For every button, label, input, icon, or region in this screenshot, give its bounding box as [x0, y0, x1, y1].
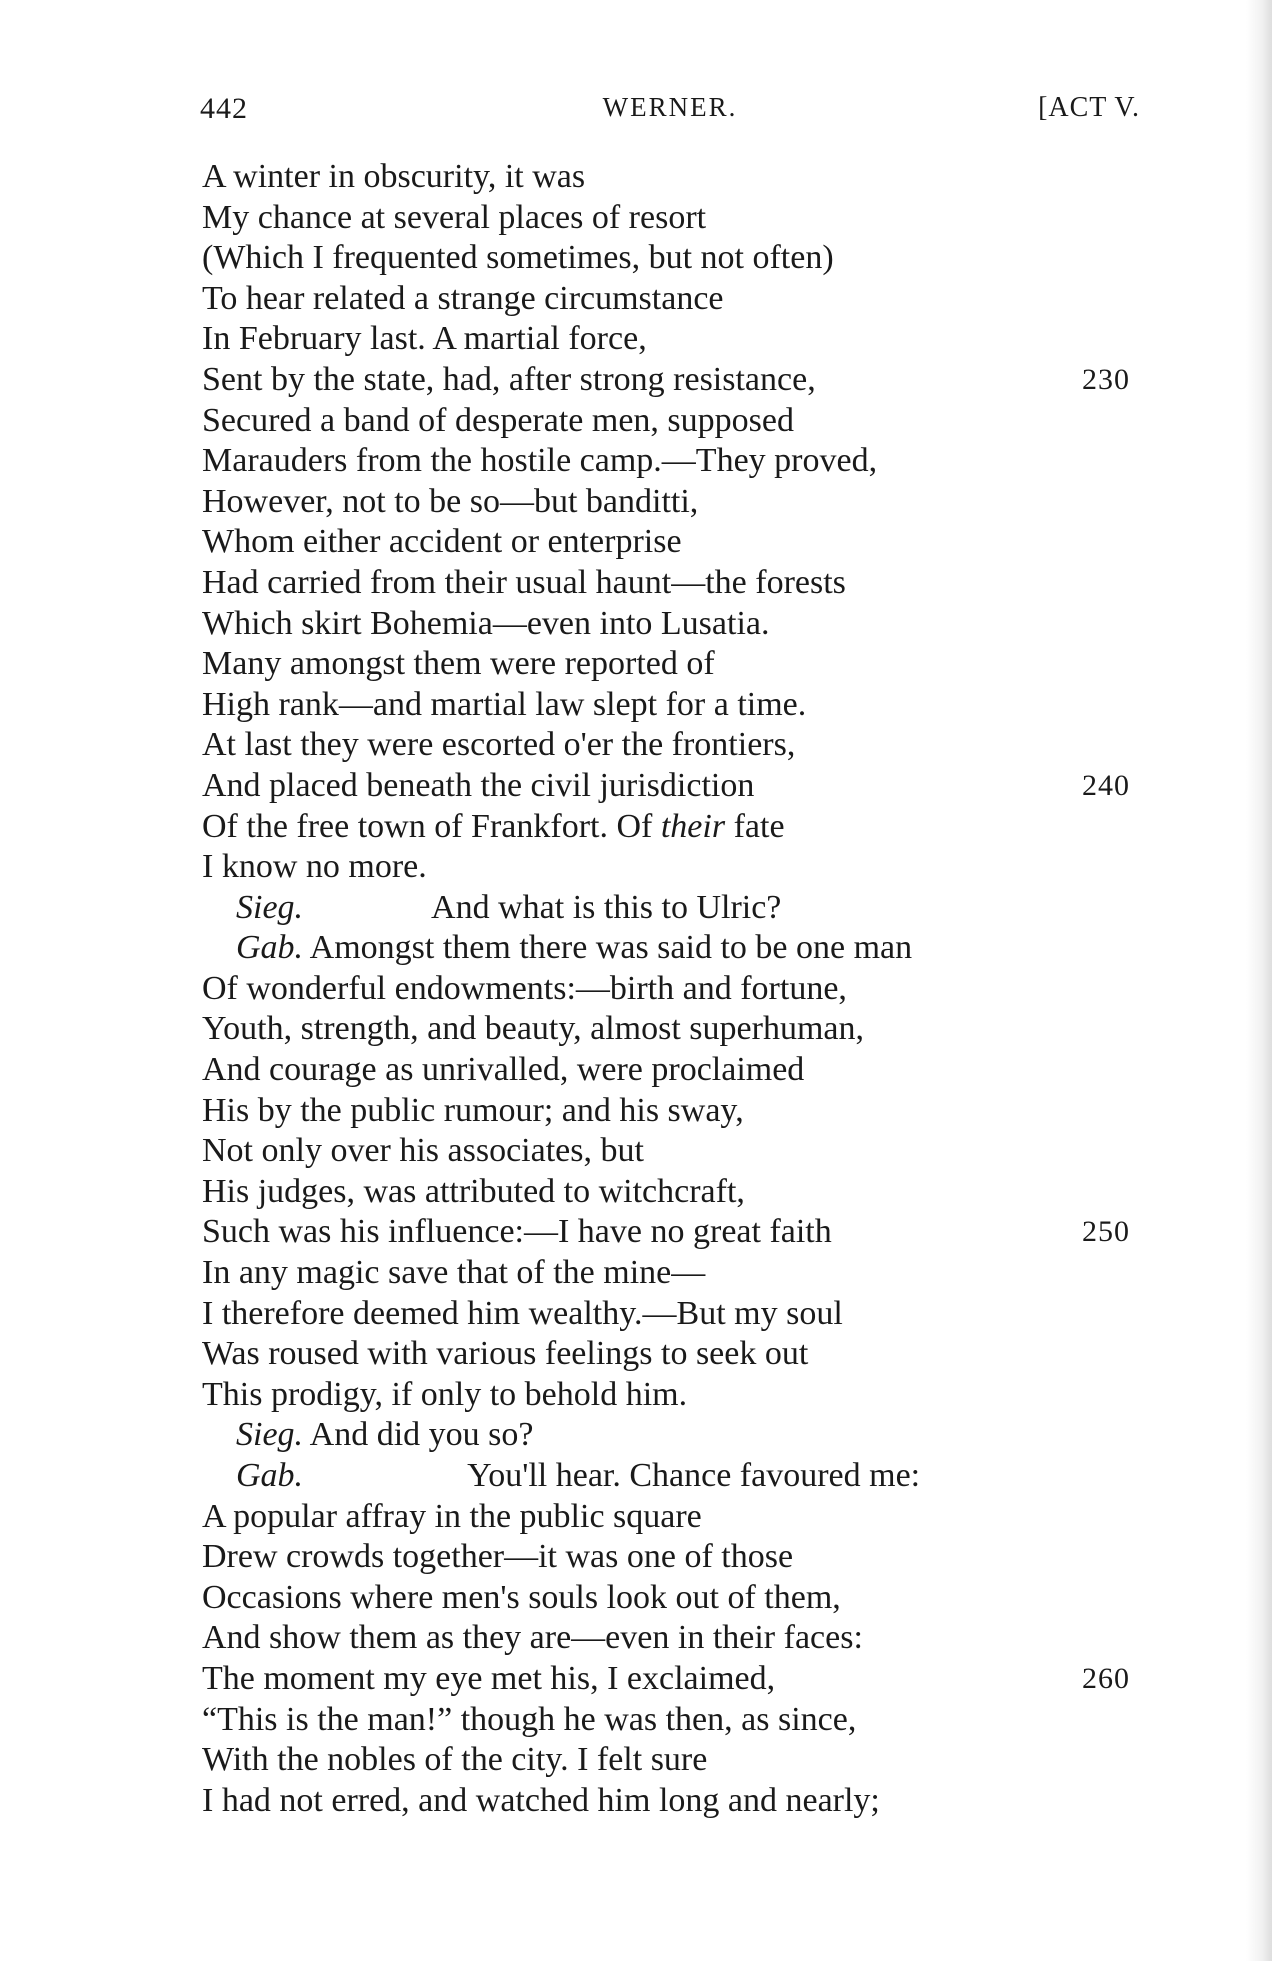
- verse-line: [202, 1781, 1162, 1822]
- verse-line-text: Of wonderful endowments:—birth and fortune,: [202, 969, 847, 1007]
- verse-line-text: Amongst them there was said to be one man: [303, 929, 913, 967]
- verse-line: [202, 1131, 1162, 1172]
- verse-line-text: Marauders from the hostile camp.—They proved,: [202, 442, 878, 480]
- emphasized-word: their: [660, 807, 726, 845]
- line-number: 230: [1082, 362, 1130, 396]
- verse-line: [202, 847, 1162, 888]
- verse-line: [202, 928, 1162, 969]
- speaker-name: Sieg.: [236, 888, 304, 926]
- verse-line-text: Such was his influence:—I have no great faith: [202, 1213, 832, 1251]
- verse-line: [202, 1050, 1162, 1091]
- verse-line: [202, 1740, 1162, 1781]
- verse-line-text: His judges, was attributed to witchcraft,: [202, 1172, 745, 1210]
- verse-line: [202, 157, 1162, 198]
- verse-line-text: You'll hear. Chance favoured me:: [467, 1457, 921, 1494]
- verse-line: [202, 888, 1162, 929]
- verse-line-text: fate: [725, 807, 785, 845]
- verse-line-text: I therefore deemed him wealthy.—But my soul: [202, 1294, 843, 1332]
- verse-line: [202, 969, 1162, 1010]
- verse-line-text: In any magic save that of the mine—: [202, 1254, 706, 1292]
- verse-line: [202, 1172, 1162, 1213]
- verse-line: [202, 1537, 1162, 1578]
- verse-line: [202, 1009, 1162, 1050]
- page-number: 442: [200, 92, 248, 125]
- verse-line: [202, 198, 1162, 239]
- verse-line: [202, 1456, 1162, 1497]
- verse-line: [202, 441, 1162, 482]
- verse-line-text: With the nobles of the city. I felt sure: [202, 1741, 708, 1779]
- verse-line-text: A popular affray in the public square: [202, 1497, 702, 1535]
- verse-line-text: And courage as unrivalled, were proclaimed: [202, 1051, 805, 1089]
- verse-line: [202, 807, 1162, 848]
- verse-line: [202, 279, 1162, 320]
- verse-line: [202, 1618, 1162, 1659]
- verse-line: [202, 1334, 1162, 1375]
- verse-line: [202, 401, 1162, 442]
- verse-line: [202, 482, 1162, 523]
- verse-line-text: My chance at several places of resort: [202, 198, 707, 236]
- verse-line-text: Sent by the state, had, after strong resistance,: [202, 360, 816, 398]
- verse-line-text: Youth, strength, and beauty, almost superhuman,: [202, 1010, 864, 1048]
- verse-line: [202, 644, 1162, 685]
- verse-line-text: Secured a band of desperate men, supposed: [202, 401, 794, 439]
- speaker-name: Sieg.: [236, 1416, 304, 1454]
- act-label: [ACT V.: [1038, 92, 1140, 123]
- verse-line-text: At last they were escorted o'er the frontiers,: [202, 726, 796, 764]
- verse-line: [202, 1497, 1162, 1538]
- verse-line: [202, 319, 1162, 360]
- verse-line-text: This prodigy, if only to behold him.: [202, 1375, 688, 1413]
- verse-line-text: I had not erred, and watched him long and nearly;: [202, 1781, 880, 1819]
- verse-line-text: (Which I frequented sometimes, but not often): [202, 239, 834, 277]
- verse-line-text: Not only over his associates, but: [202, 1132, 644, 1170]
- verse-line: [202, 1253, 1162, 1294]
- verse-line-text: In February last. A martial force,: [202, 320, 647, 358]
- line-number: 260: [1082, 1661, 1130, 1695]
- verse-line-text: Drew crowds together—it was one of those: [202, 1538, 794, 1576]
- verse-line-text: However, not to be so—but banditti,: [202, 482, 699, 520]
- speaker-name: Gab.: [236, 929, 304, 967]
- verse-line-text: Which skirt Bohemia—even into Lusatia.: [202, 604, 770, 642]
- verse-line: [202, 1091, 1162, 1132]
- verse-line: [202, 1578, 1162, 1619]
- page-header: [200, 92, 1140, 132]
- verse-line-text: Occasions where men's souls look out of them,: [202, 1578, 841, 1616]
- verse-line: [202, 1212, 1162, 1253]
- verse-line-text: Had carried from their usual haunt—the forests: [202, 563, 846, 601]
- verse-line-text: The moment my eye met his, I exclaimed,: [202, 1659, 776, 1697]
- verse-line-text: High rank—and martial law slept for a time.: [202, 685, 807, 723]
- verse-line: [202, 685, 1162, 726]
- verse-line-text: And show them as they are—even in their faces:: [202, 1619, 863, 1657]
- line-number: 240: [1082, 768, 1130, 802]
- running-title: WERNER.: [602, 92, 738, 122]
- verse-line: [202, 725, 1162, 766]
- verse-line-text: “This is the man!” though he was then, as since,: [202, 1700, 857, 1738]
- verse-line-text: A winter in obscurity, it was: [202, 158, 586, 195]
- verse-line: [202, 563, 1162, 604]
- verse-line-text: Whom either accident or enterprise: [202, 523, 682, 561]
- verse-line: [202, 1700, 1162, 1741]
- verse-line: [202, 1659, 1162, 1700]
- verse-line: [202, 604, 1162, 645]
- verse-line-text: Many amongst them were reported of: [202, 645, 715, 683]
- verse-line-text: His by the public rumour; and his sway,: [202, 1091, 744, 1129]
- verse-line-text: And placed beneath the civil jurisdiction: [202, 766, 755, 804]
- verse-line: [202, 1375, 1162, 1416]
- verse-line: [202, 522, 1162, 563]
- verse-text: [202, 157, 1162, 1821]
- speaker-name: Gab.: [236, 1457, 304, 1494]
- verse-line-text: I know no more.: [202, 848, 427, 886]
- verse-line: [202, 766, 1162, 807]
- page-edge-shadow: [1246, 0, 1272, 1961]
- verse-line-text: Was roused with various feelings to seek out: [202, 1335, 809, 1373]
- verse-line: [202, 360, 1162, 401]
- verse-line-text: And what is this to Ulric?: [431, 888, 782, 926]
- verse-line: [202, 1415, 1162, 1456]
- verse-line-text: And did you so?: [303, 1416, 534, 1454]
- verse-line: [202, 1294, 1162, 1335]
- verse-line: [202, 238, 1162, 279]
- verse-line-text: To hear related a strange circumstance: [202, 279, 724, 317]
- verse-line-text: Of the free town of Frankfort. Of: [202, 807, 661, 845]
- line-number: 250: [1082, 1215, 1130, 1249]
